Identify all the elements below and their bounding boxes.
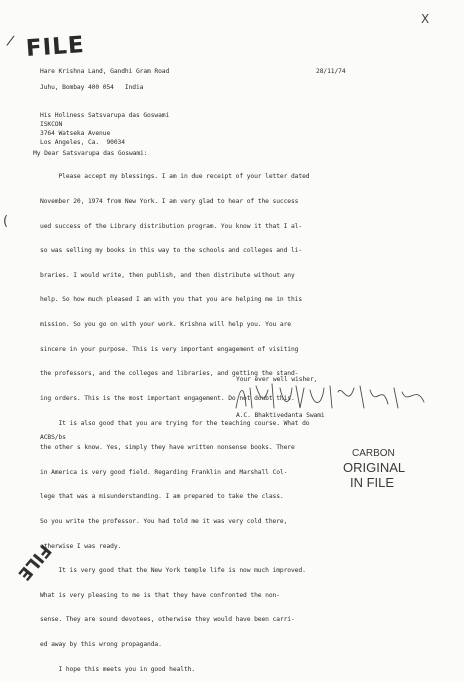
body-line: mission. So you go on with your work. Krishna will help you. You are xyxy=(40,321,291,329)
body-line: otherwise I was ready. xyxy=(40,542,122,550)
recipient-name: His Holiness Satsvarupa das Goswami xyxy=(40,112,170,119)
body-line: help. So how much pleased I am with you that you are helping me in this xyxy=(40,296,303,304)
body-line: sincere in your purpose. This is very important engagement of visiting xyxy=(40,345,299,353)
signature-scribble xyxy=(230,378,430,414)
sender-address-line1: Hare Krishna Land, Gandhi Gram Road xyxy=(40,68,170,75)
body-line: It is very good that the New York temple life is now much improved. xyxy=(40,567,306,575)
body-line: braries. I would write, then publish, and then distribute without any xyxy=(40,271,295,279)
slash-mark: / xyxy=(5,32,16,50)
body-line: What is very pleasing to me is that they have confronted the non- xyxy=(40,591,280,599)
rotated-file-stamp: FILE xyxy=(13,540,55,584)
body-line: I hope this meets you in good health. xyxy=(40,665,196,673)
body-line: ued success of the Library distribution program. You know it that I al- xyxy=(40,222,303,230)
file-stamp: FILE xyxy=(25,31,86,63)
body-line: so was selling my books in this way to the schools and colleges and li- xyxy=(40,247,303,255)
body-line: ing orders. This is the most important engagement. Do not doubt this. xyxy=(40,394,295,402)
salutation: My Dear Satsvarupa das Goswami: xyxy=(33,150,148,157)
closing: Your ever well wisher, xyxy=(236,376,318,383)
margin-paren-mark: ( xyxy=(3,214,9,229)
body-line: lege that was a misunderstanding. I am prepared to take the class. xyxy=(40,493,284,501)
carbon-stamp-line1: CARBON xyxy=(352,448,395,459)
reference-initials: ACBS/bs xyxy=(40,434,66,441)
corner-x-mark: X xyxy=(421,12,430,26)
sender-address-line2: Juhu, Bombay 400 054 India xyxy=(40,84,144,91)
body-line: It is also good that you are trying for the teaching course. What do xyxy=(40,419,310,427)
signer-name: A.C. Bhaktivedanta Swami xyxy=(236,412,325,419)
letter-date: 28/11/74 xyxy=(316,68,346,75)
body-line: So you write the professor. You had told me it was very cold there, xyxy=(40,517,288,525)
body-line: in America is very good field. Regarding Franklin and Marshall Col- xyxy=(40,468,288,476)
body-line: ed away by this wrong propaganda. xyxy=(40,640,162,648)
recipient-city: Los Angeles, Ca. 90034 xyxy=(40,139,125,146)
body-line: the professors, and the colleges and libraries, and getting the stand- xyxy=(40,370,299,378)
recipient-org: ISKCON xyxy=(40,121,63,128)
body-line: Please accept my blessings. I am in due receipt of your letter dated xyxy=(40,173,310,181)
body-line: the other s know. Yes, simply they have written nonsense books. There xyxy=(40,444,295,452)
carbon-stamp-line3: IN FILE xyxy=(350,475,395,490)
body-line: sense. They are sound devotees, otherwise they would have been carri- xyxy=(40,616,295,624)
recipient-street: 3764 Watseka Avenue xyxy=(40,130,111,137)
carbon-stamp-line2: ORIGINAL xyxy=(343,460,406,475)
body-line: November 20, 1974 from New York. I am very glad to hear of the success xyxy=(40,198,299,206)
